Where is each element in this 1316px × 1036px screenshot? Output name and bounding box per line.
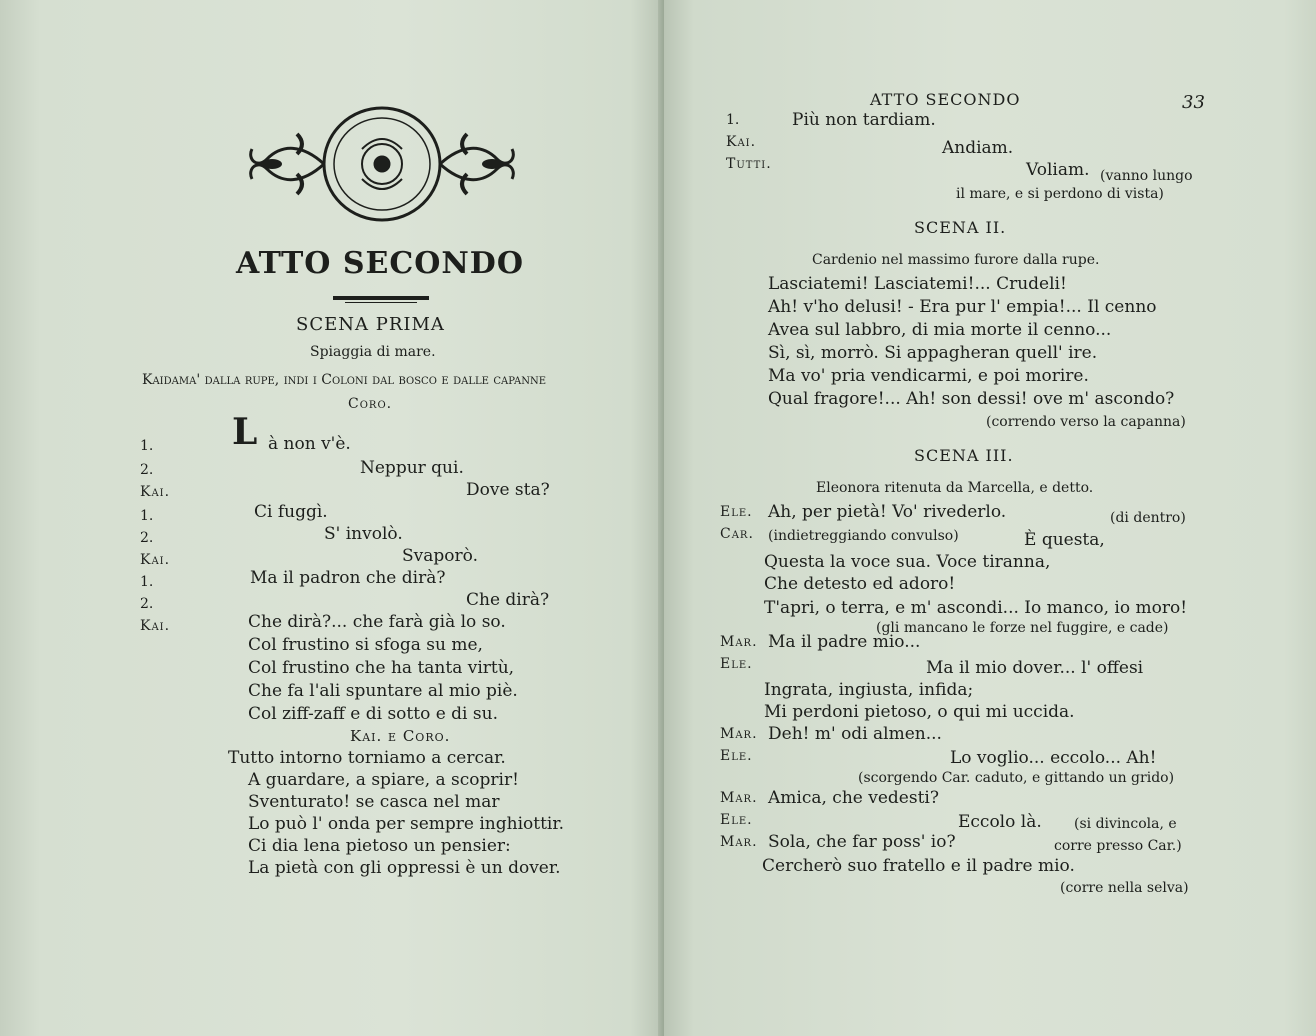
stage-direction: Cardenio nel massimo furore dalla rupe. [812, 252, 1100, 268]
speaker: Kai. [140, 484, 171, 500]
verse-line: Voliam. [1026, 160, 1090, 180]
verse-line: Più non tardiam. [792, 110, 936, 130]
setting-text: Spiaggia di mare. [310, 344, 436, 360]
verse-line: Lo voglio... eccolo... Ah! [950, 748, 1157, 768]
speaker: Kai. [140, 552, 171, 568]
speaker: 2. [140, 462, 154, 478]
title-rule-thin [345, 302, 417, 303]
verse-line: Deh! m' odi almen... [768, 724, 942, 744]
speaker: 1. [140, 574, 154, 590]
verse-line: A guardare, a spiare, a scoprir! [248, 770, 519, 790]
speaker: Ele. [720, 656, 753, 672]
speaker: Mar. [720, 834, 758, 850]
verse-line: Che fa l'ali spuntare al mio piè. [248, 681, 518, 701]
verse-line: S' involò. [324, 524, 403, 544]
stage-direction: (indietreggiando convulso) [768, 528, 959, 544]
stage-direction: (vanno lungo [1100, 168, 1193, 184]
verse-line: T'apri, o terra, e m' ascondi... Io manco, io moro! [764, 598, 1188, 618]
verse-line: Mi perdoni pietoso, o qui mi uccida. [764, 702, 1075, 722]
verse-line: Ma vo' pria vendicarmi, e poi morire. [768, 366, 1089, 386]
verse-line: Ma il padre mio... [768, 632, 921, 652]
verse-line: Questa la voce sua. Voce tiranna, [764, 552, 1051, 572]
verse-line: Ci fuggì. [254, 502, 328, 522]
verse-line: Lo può l' onda per sempre inghiottir. [248, 814, 565, 834]
stage-direction: (scorgendo Car. caduto, e gittando un grido) [858, 770, 1175, 786]
act-title: ATTO SECONDO [236, 246, 524, 281]
right-page [664, 0, 1316, 1036]
speaker: Ele. [720, 812, 753, 828]
scene-title: SCENA II. [914, 218, 1007, 237]
stage-direction: il mare, e si perdono di vista) [956, 186, 1164, 202]
scene-title: SCENA III. [914, 446, 1014, 465]
verse-line: Che dirà? [466, 590, 550, 610]
verse-line: Ma il padron che dirà? [250, 568, 446, 588]
stage-direction: Eleonora ritenuta da Marcella, e detto. [816, 480, 1094, 496]
title-rule [333, 296, 429, 300]
speaker: Kai. [726, 134, 757, 150]
stage-direction: (corre nella selva) [1060, 880, 1189, 896]
verse-line: È questa, [1024, 530, 1105, 550]
page-number: 33 [1182, 92, 1205, 113]
verse-line: Col frustino si sfoga su me, [248, 635, 483, 655]
speaker: 1. [140, 438, 154, 454]
verse-line: Dove sta? [466, 480, 550, 500]
stage-direction: (gli mancano le forze nel fuggire, e cade) [876, 620, 1169, 636]
speaker: Mar. [720, 790, 758, 806]
speaker: Mar. [720, 634, 758, 650]
verse-line: Col ziff-zaff e di sotto e di su. [248, 704, 498, 724]
ornament-vignette [242, 104, 522, 224]
verse-line: Sì, sì, morrò. Si appagheran quell' ire. [768, 343, 1098, 363]
running-head: ATTO SECONDO [870, 90, 1021, 109]
speaker: 2. [140, 596, 154, 612]
verse-line: Ah! v'ho delusi! - Era pur l' empia!... Il cenno [768, 297, 1157, 317]
stage-direction: Kaidama' dalla rupe, indi i Coloni dal bosco e dalle capanne [142, 372, 547, 388]
verse-line: Che detesto ed adoro! [764, 574, 956, 594]
verse-line: Ingrata, ingiusta, infida; [764, 680, 974, 700]
verse-line: Col frustino che ha tanta virtù, [248, 658, 515, 678]
verse-line: Sola, che far poss' io? [768, 832, 956, 852]
verse-line: Amica, che vedesti? [768, 788, 939, 808]
coro-label: Coro. [348, 396, 393, 412]
verse-line: Andiam. [942, 138, 1014, 158]
speaker: 1. [726, 112, 740, 128]
speaker: 2. [140, 530, 154, 546]
verse-line: Ah, per pietà! Vo' rivederlo. [768, 502, 1007, 522]
speaker: Car. [720, 526, 754, 542]
verse-line: Svaporò. [402, 546, 478, 566]
speaker-heading: Kai. e Coro. [350, 727, 451, 745]
speaker: Kai. [140, 618, 171, 634]
speaker: Ele. [720, 748, 753, 764]
speaker: Mar. [720, 726, 758, 742]
verse-line: Ci dia lena pietoso un pensier: [248, 836, 511, 856]
verse-line: Sventurato! se casca nel mar [248, 792, 500, 812]
verse-line: Eccolo là. [958, 812, 1042, 832]
verse-line: Che dirà?... che farà già lo so. [248, 612, 506, 632]
verse-line: Qual fragore!... Ah! son dessi! ove m' ascondo? [768, 389, 1175, 409]
stage-direction: (correndo verso la capanna) [986, 414, 1186, 430]
stage-direction: (si divincola, e [1074, 816, 1177, 832]
scene-title: SCENA PRIMA [296, 314, 445, 335]
verse-line: Lasciatemi! Lasciatemi!... Crudeli! [768, 274, 1067, 294]
verse-line: La pietà con gli oppressi è un dover. [248, 858, 561, 878]
drop-cap: L [232, 411, 258, 453]
stage-direction: (di dentro) [1110, 510, 1186, 526]
verse-line: Cercherò suo fratello e il padre mio. [762, 856, 1075, 876]
speaker: 1. [140, 508, 154, 524]
verse-line: à non v'è. [268, 434, 351, 454]
verse-line: Neppur qui. [360, 458, 464, 478]
verse-line: Tutto intorno torniamo a cercar. [228, 748, 506, 768]
verse-line: Avea sul labbro, di mia morte il cenno... [768, 320, 1112, 340]
stage-direction: corre presso Car.) [1054, 838, 1182, 854]
verse-line: Ma il mio dover... l' offesi [926, 658, 1144, 678]
speaker: Ele. [720, 504, 753, 520]
speaker: Tutti. [726, 156, 772, 172]
